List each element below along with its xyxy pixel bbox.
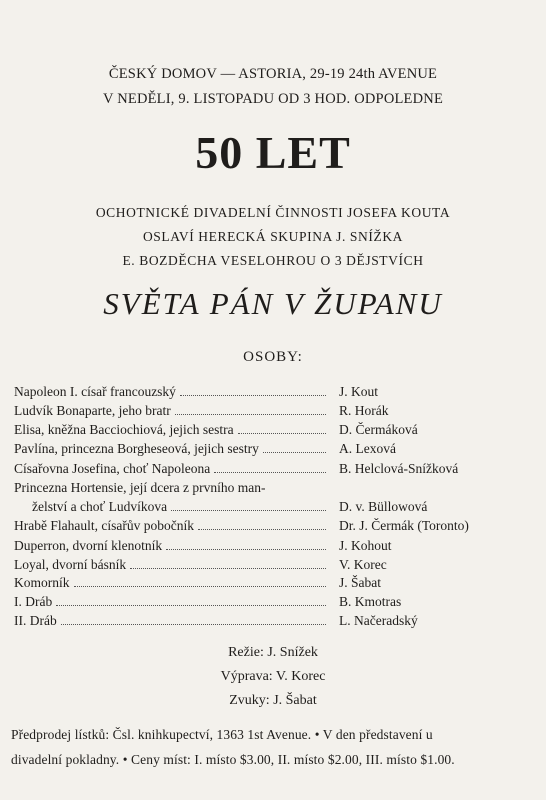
actor-name: B. Kmotras [339, 594, 402, 609]
cast-row [14, 384, 534, 402]
actor-name: R. Horák [339, 403, 389, 418]
actor-name: J. Kohout [339, 538, 392, 553]
role-name: Loyal, dvorní básník [14, 557, 127, 572]
actor-name: B. Helclová-Snížková [339, 461, 459, 476]
cast-row [14, 538, 534, 556]
cast-row [14, 480, 534, 498]
subtitle-line-1: OCHOTNICKÉ DIVADELNÍ ČINNOSTI JOSEFA KOUTA [95, 205, 451, 220]
dot-leader [171, 509, 326, 511]
footer-line-2: divadelní pokladny. • Ceny míst: I. místo $3.00, II. místo $2.00, III. místo $1.00. [11, 752, 455, 767]
actor-name: V. Korec [339, 557, 387, 572]
actor-name: J. Šabat [339, 575, 381, 590]
role-name: Elisa, kněžna Bacciochiová, jejich sestra [14, 422, 234, 437]
dot-leader [74, 585, 327, 587]
dot-leader [214, 471, 326, 473]
role-name: želství a choť Ludvíkova [32, 499, 168, 514]
dot-leader [166, 548, 326, 550]
cast-row [14, 499, 534, 517]
role-name: Ludvík Bonaparte, jeho bratr [14, 403, 171, 418]
role-name: Hrabě Flahault, císařův pobočník [14, 518, 194, 533]
cast-row [14, 557, 534, 575]
actor-name: Dr. J. Čermák (Toronto) [339, 518, 469, 533]
actor-name: L. Načeradský [339, 613, 418, 628]
credit-director: Režie: J. Snížek [228, 645, 318, 660]
cast-row [14, 594, 534, 612]
dot-leader [175, 413, 326, 415]
dot-leader [180, 394, 326, 396]
dot-leader [263, 451, 326, 453]
dot-leader [61, 623, 326, 625]
actor-name: A. Lexová [339, 441, 396, 456]
cast-row [14, 461, 534, 479]
subtitle-line-3: E. BOZDĚCHA VESELOHROU O 3 DĚJSTVÍCH [122, 253, 424, 268]
credit-design: Výprava: V. Korec [220, 669, 326, 684]
role-name: Duperron, dvorní klenotník [14, 538, 163, 553]
subtitle-line-2: OSLAVÍ HERECKÁ SKUPINA J. SNÍŽKA [142, 229, 404, 244]
cast-row [14, 575, 534, 593]
play-title: SVĚTA PÁN V ŽUPANU [103, 286, 443, 321]
actor-name: D. v. Büllowová [339, 499, 428, 514]
role-name: Císařovna Josefina, choť Napoleona [14, 461, 211, 476]
actor-name: D. Čermáková [339, 422, 418, 437]
dot-leader [130, 567, 326, 569]
venue-line-1: ČESKÝ DOMOV — ASTORIA, 29-19 24th AVENUE [108, 66, 438, 82]
dot-leader [56, 604, 326, 606]
cast-row [14, 518, 534, 536]
role-name: Pavlína, princezna Borgheseová, jejich sestry [14, 441, 259, 456]
cast-row [14, 613, 534, 631]
cast-row [14, 403, 534, 421]
role-name: Princezna Hortensie, její dcera z prvního man- [14, 480, 266, 495]
cast-row [14, 441, 534, 459]
dot-leader [238, 432, 326, 434]
dot-leader [198, 528, 326, 530]
cast-heading: OSOBY: [243, 349, 303, 365]
cast-row [14, 422, 534, 440]
credit-sound: Zvuky: J. Šabat [229, 693, 317, 708]
role-name: II. Dráb [14, 613, 57, 628]
footer-line-1: Předprodej lístků: Čsl. knihkupectví, 1363 1st Avenue. • V den představení u [11, 727, 433, 742]
role-name: Napoleon I. císař francouzský [14, 384, 176, 399]
role-name: I. Dráb [14, 594, 53, 609]
anniversary-title: 50 LET [195, 127, 351, 178]
role-name: Komorník [14, 575, 70, 590]
venue-line-2: V NEDĚLI, 9. LISTOPADU OD 3 HOD. ODPOLEDNE [102, 91, 444, 107]
actor-name: J. Kout [339, 384, 379, 399]
